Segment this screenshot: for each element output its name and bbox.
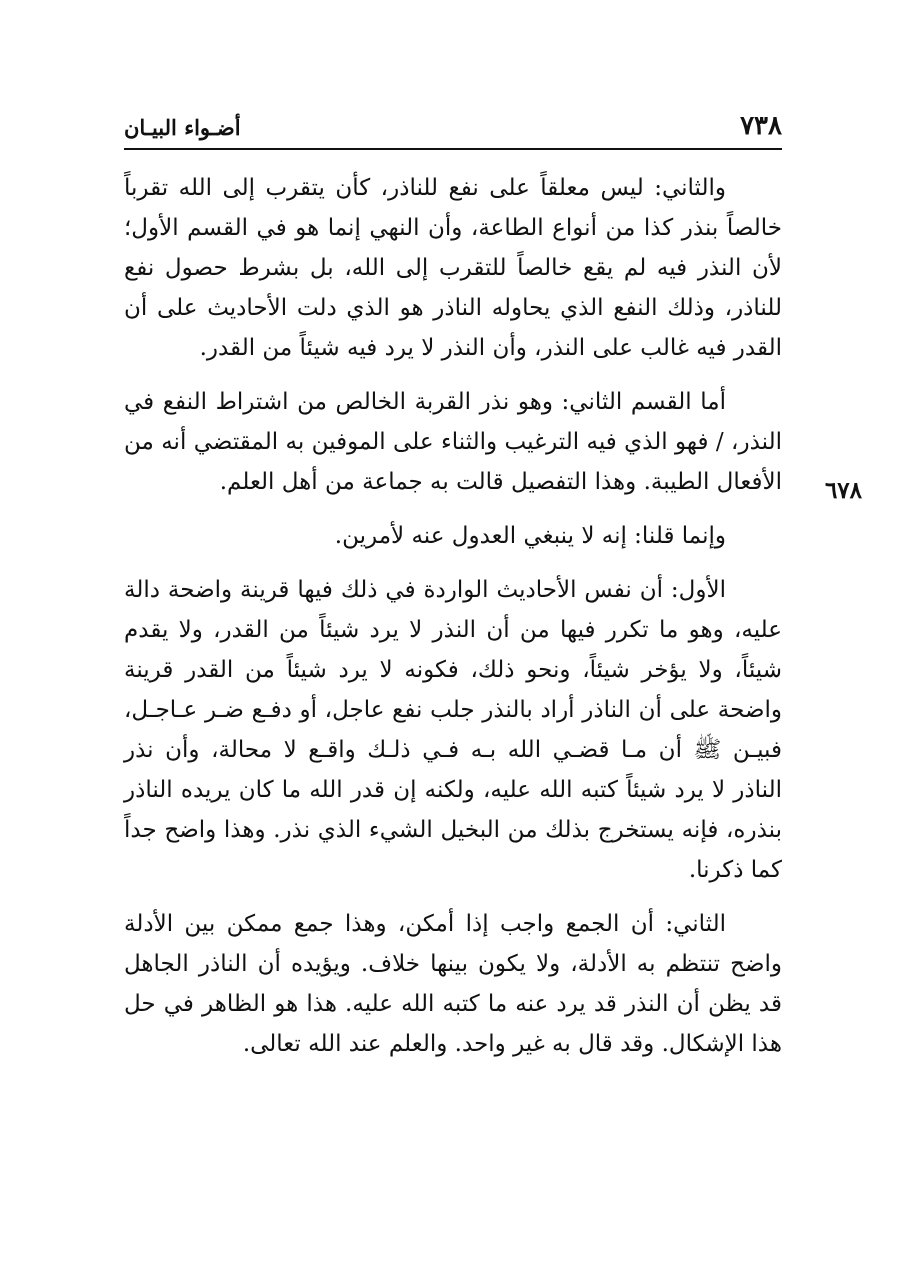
paragraph-3: وإنما قلنا: إنه لا ينبغي العدول عنه لأمرين.	[334, 523, 726, 549]
running-title: أضـواء البيـان	[124, 115, 241, 140]
margin-page-reference: ٦٧٨	[824, 477, 862, 504]
paragraph-5: الثاني: أن الجمع واجب إذا أمكن، وهذا جمع ممكن بين الأدلة واضح تنتظم به الأدلة، ولا يكون بينها خلاف. ويؤيده أن الناذر الجاهل قد يظن أن النذر قد يرد عنه ما كتبه الله عليه. هذا هو الظاهر في حل هذا الإشكال. وقد قال به غير واحد. والعلم عند الله تعالى.	[124, 911, 782, 1057]
body-text	[124, 168, 782, 1064]
paragraph-2: أما القسم الثاني: وهو نذر القربة الخالص من اشتراط النفع في النذر، / فهو الذي فيه الترغيب والثناء على الموفين به المقتضي أنه من الأفعال الطيبة. وهذا التفصيل قالت به جماعة من أهل العلم.	[124, 389, 782, 495]
paragraph-1: والثاني: ليس معلقاً على نفع للناذر، كأن يتقرب إلى الله تقرباً خالصاً بنذر كذا من أنواع الطاعة، وأن النهي إنما هو في القسم الأول؛ لأن النذر فيه لم يقع خالصاً للتقرب إلى الله، بل بشرط حصول نفع للناذر، وذلك النفع الذي يحاوله الناذر هو الذي دلت الأحاديث على أن القدر فيه غالب على النذر، وأن النذر لا يرد فيه شيئاً من القدر.	[124, 175, 782, 361]
header-rule	[124, 148, 782, 150]
paragraph-4: الأول: أن نفس الأحاديث الواردة في ذلك فيها قرينة واضحة دالة عليه، وهو ما تكرر فيها من أن النذر لا يرد شيئاً من القدر، ولا يقدم شيئاً، ولا يؤخر شيئاً، ونحو ذلك، فكونه لا يرد شيئاً من القدر قرينة واضحة على أن الناذر أراد بالنذر جلب نفع عاجل، أو دفـع ضـر عـاجـل، فبيـن ﷺ أن مـا قضـي الله بـه فـي ذلـك واقـع لا محالة، وأن نذر الناذر لا يرد شيئاً كتبه الله عليه، ولكنه إن قدر الله ما كان يريده الناذر بنذره، فإنه يستخرج بذلك من البخيل الشيء الذي نذر. وهذا واضح جداً كما ذكرنا.	[124, 577, 782, 883]
page-number: ٧٣٨	[740, 111, 782, 141]
page-header	[124, 104, 782, 148]
